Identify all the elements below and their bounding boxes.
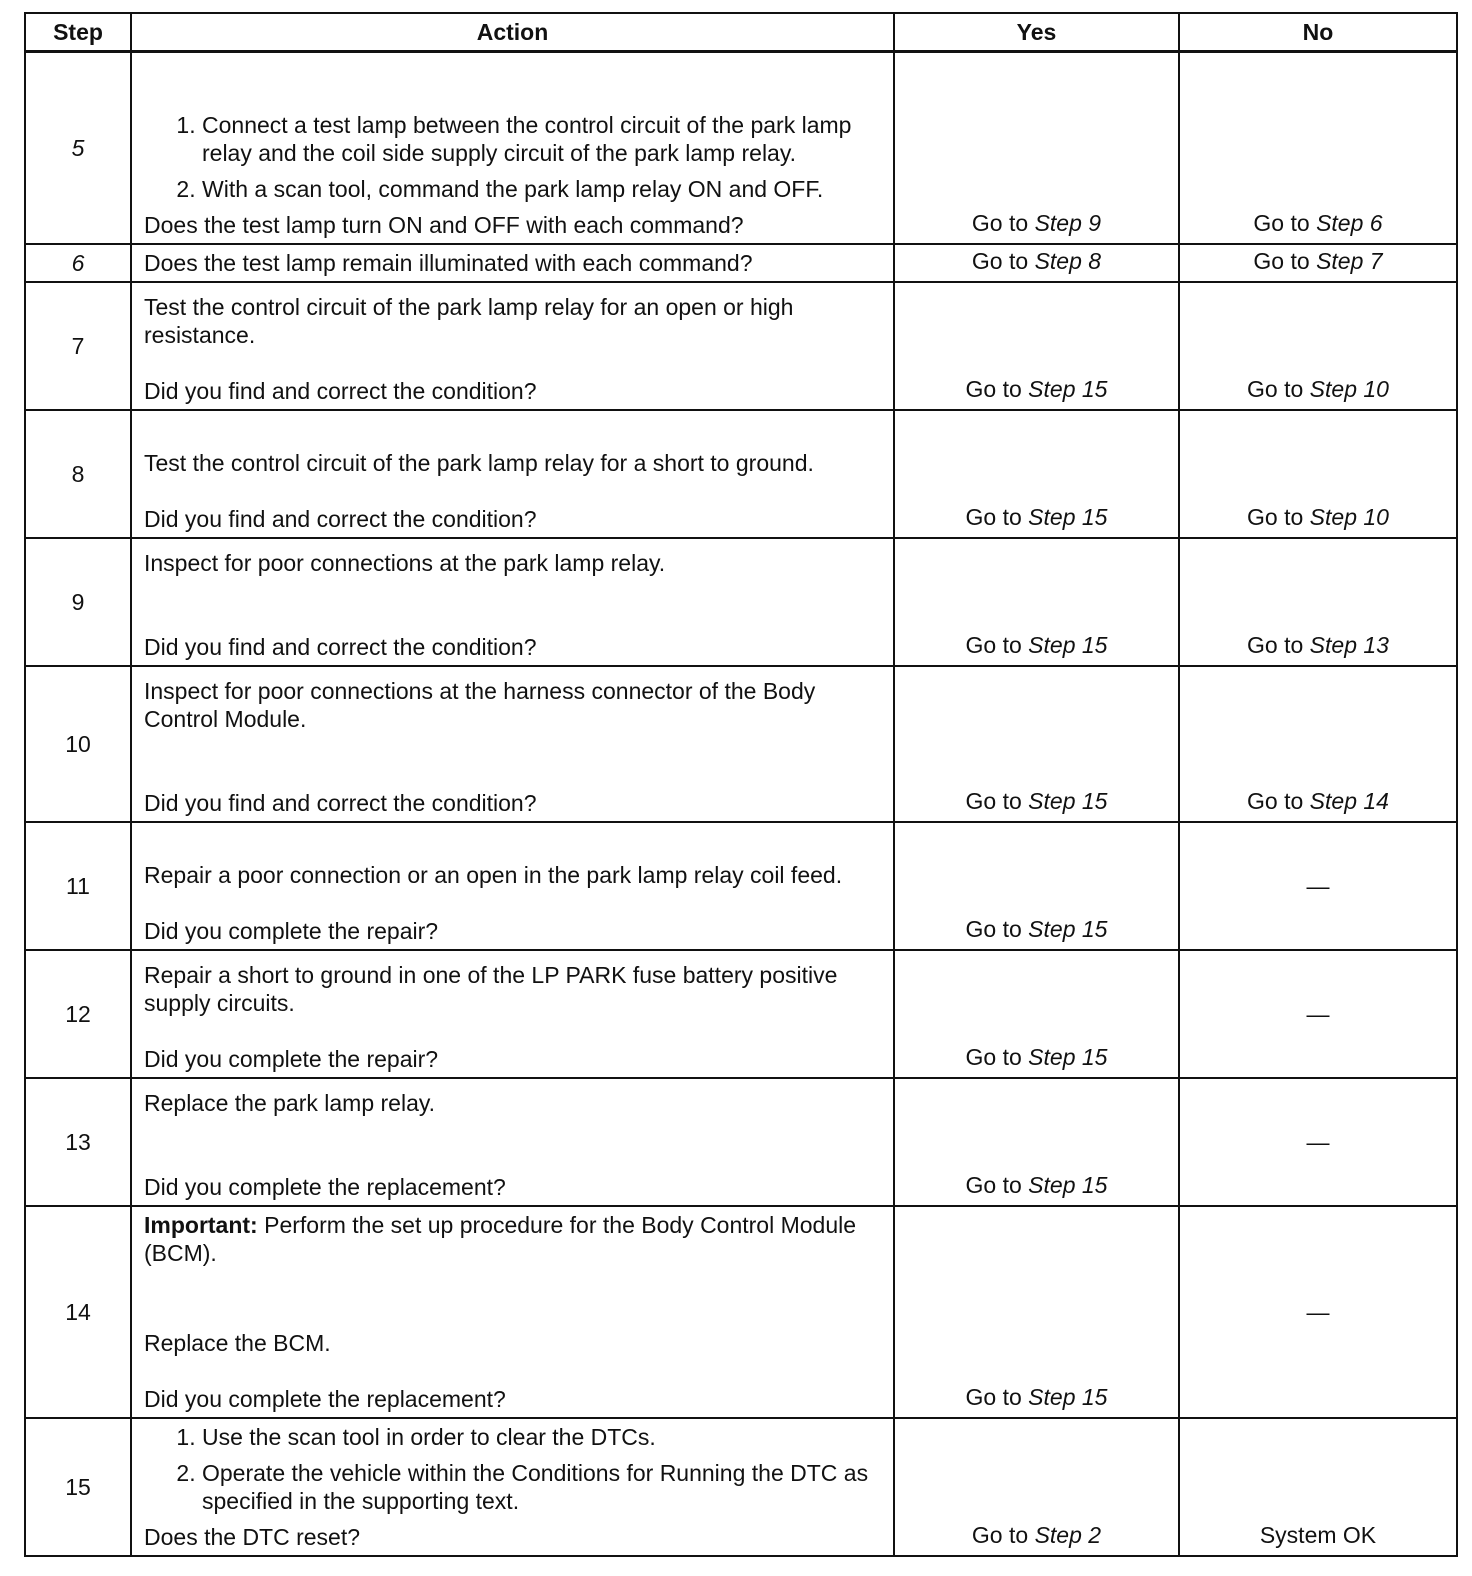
no-cell: — [1179, 1078, 1457, 1206]
header-yes: Yes [894, 13, 1179, 52]
table-row [25, 1206, 1457, 1418]
no-cell [1179, 282, 1457, 410]
step-reference [1310, 504, 1389, 530]
list-item: 2. Operate the vehicle within the Conditions for Running the DTC as specified in the supporting text. [202, 1459, 883, 1515]
step-reference [1028, 788, 1107, 814]
action-question: Did you find and correct the condition? [144, 633, 537, 660]
table-row [25, 1078, 1457, 1206]
header-step: Step [25, 13, 131, 52]
step-target: 15 [1081, 503, 1108, 530]
action-text: Inspect for poor connections at the park lamp relay. [144, 549, 666, 576]
action-question: Does the test lamp remain illuminated with each command? [144, 249, 753, 276]
step-target: 13 [1363, 631, 1389, 658]
action-text: Replace the park lamp relay. [144, 1089, 436, 1116]
step-reference [1310, 788, 1389, 814]
step-number: 5 [25, 52, 131, 244]
action-cell [131, 822, 894, 950]
no-cell [1179, 410, 1457, 538]
yes-cell [894, 822, 1179, 950]
step-reference [1316, 210, 1383, 236]
action-cell [131, 410, 894, 538]
important-text: Perform the set up procedure for the Body Control Module (BCM). [144, 1211, 857, 1266]
table-row [25, 244, 1457, 282]
action-text: Test the control circuit of the park lamp relay for an open or high resistance. [144, 293, 794, 348]
step-word: Step [1028, 1383, 1076, 1410]
goto-label: Go to [971, 209, 1029, 236]
list-item: 2. With a scan tool, command the park lamp relay ON and OFF. [202, 175, 883, 203]
step-target: 15 [1081, 1171, 1108, 1198]
action-question: Did you complete the replacement? [144, 1385, 506, 1412]
goto-label: Go to [1253, 209, 1310, 236]
action-list [144, 111, 883, 203]
step-reference [1035, 210, 1102, 236]
step-reference [1028, 504, 1107, 530]
action-question: Does the DTC reset? [144, 1523, 361, 1550]
step-number: 15 [25, 1418, 131, 1556]
step-reference [1028, 1172, 1107, 1198]
step-target: 10 [1363, 375, 1389, 402]
no-cell [1179, 244, 1457, 282]
goto-label: Go to [965, 1043, 1022, 1070]
goto-label: Go to [965, 915, 1022, 942]
action-question: Did you complete the repair? [144, 1045, 439, 1072]
action-cell [131, 1418, 894, 1556]
step-target: 10 [1363, 503, 1389, 530]
step-reference [1028, 916, 1107, 942]
table-row [25, 282, 1457, 410]
step-target: 15 [1081, 915, 1108, 942]
yes-cell [894, 666, 1179, 822]
action-text: Inspect for poor connections at the harness connector of the Body Control Module. [144, 677, 816, 732]
step-target: 14 [1363, 787, 1389, 814]
step-word: Step [1028, 631, 1076, 658]
table-row [25, 950, 1457, 1078]
important-label: Important: [144, 1211, 258, 1238]
goto-label: Go to [1247, 787, 1304, 814]
no-cell [1179, 666, 1457, 822]
step-word: Step [1316, 209, 1364, 236]
action-question: Did you complete the replacement? [144, 1173, 506, 1200]
step-number: 8 [25, 410, 131, 538]
step-reference [1028, 632, 1107, 658]
action-text: Test the control circuit of the park lamp relay for a short to ground. [144, 449, 814, 476]
step-target: 9 [1088, 209, 1102, 236]
step-word: Step [1034, 209, 1082, 236]
header-row [25, 13, 1457, 52]
step-word: Step [1309, 503, 1357, 530]
action-cell [131, 1206, 894, 1418]
no-cell [1179, 52, 1457, 244]
no-cell: — [1179, 822, 1457, 950]
action-question: Does the test lamp turn ON and OFF with each command? [144, 211, 744, 238]
step-word: Step [1028, 1171, 1076, 1198]
action-text: Repair a short to ground in one of the LP PARK fuse battery positive supply circuits. [144, 961, 838, 1016]
step-word: Step [1034, 1521, 1082, 1548]
step-word: Step [1028, 503, 1076, 530]
step-number: 10 [25, 666, 131, 822]
step-target: 15 [1081, 375, 1108, 402]
table-row [25, 822, 1457, 950]
step-number: 9 [25, 538, 131, 666]
step-number: 6 [25, 244, 131, 282]
step-target: 15 [1081, 1043, 1108, 1070]
goto-label: Go to [965, 375, 1022, 402]
goto-label: Go to [965, 1383, 1022, 1410]
goto-label: Go to [965, 787, 1022, 814]
step-target: 7 [1369, 247, 1383, 274]
step-target: 6 [1369, 209, 1383, 236]
goto-label: Go to [1253, 247, 1310, 274]
step-reference [1310, 376, 1389, 402]
header-action: Action [131, 13, 894, 52]
action-text: Repair a poor connection or an open in the park lamp relay coil feed. [144, 861, 843, 888]
step-word: Step [1028, 375, 1076, 402]
goto-label: Go to [971, 1521, 1029, 1548]
yes-cell [894, 410, 1179, 538]
header-no: No [1179, 13, 1457, 52]
step-target: 15 [1081, 631, 1108, 658]
step-reference [1028, 1384, 1107, 1410]
action-question: Did you find and correct the condition? [144, 377, 537, 404]
step-word: Step [1309, 375, 1357, 402]
step-reference [1310, 632, 1389, 658]
action-cell [131, 52, 894, 244]
step-reference [1028, 376, 1107, 402]
important-note [144, 1211, 883, 1267]
step-target: 8 [1088, 247, 1102, 274]
action-cell [131, 282, 894, 410]
step-reference [1028, 1044, 1107, 1070]
step-number: 11 [25, 822, 131, 950]
yes-cell [894, 538, 1179, 666]
step-reference [1316, 248, 1383, 274]
no-cell: — [1179, 1206, 1457, 1418]
goto-label: Go to [965, 631, 1022, 658]
table-row [25, 666, 1457, 822]
yes-cell [894, 1206, 1179, 1418]
no-cell: System OK [1179, 1418, 1457, 1556]
goto-label: Go to [1247, 503, 1304, 530]
goto-label: Go to [1247, 375, 1304, 402]
action-text: Replace the BCM. [144, 1329, 331, 1356]
action-cell [131, 666, 894, 822]
step-target: 15 [1081, 1383, 1108, 1410]
step-reference [1035, 248, 1102, 274]
step-word: Step [1028, 915, 1076, 942]
step-number: 13 [25, 1078, 131, 1206]
goto-label: Go to [965, 1171, 1022, 1198]
goto-label: Go to [971, 247, 1029, 274]
step-word: Step [1316, 247, 1364, 274]
step-number: 12 [25, 950, 131, 1078]
action-question: Did you find and correct the condition? [144, 505, 537, 532]
step-target: 15 [1081, 787, 1108, 814]
no-cell: — [1179, 950, 1457, 1078]
list-item: 1. Connect a test lamp between the control circuit of the park lamp relay and the coil side supply circuit of the park lamp relay. [202, 111, 883, 167]
yes-cell [894, 950, 1179, 1078]
yes-cell [894, 52, 1179, 244]
action-cell [131, 950, 894, 1078]
table-row [25, 1418, 1457, 1556]
action-cell [131, 1078, 894, 1206]
goto-label: Go to [1247, 631, 1304, 658]
action-list [144, 1423, 883, 1515]
table-row [25, 538, 1457, 666]
yes-cell [894, 244, 1179, 282]
yes-cell [894, 282, 1179, 410]
list-item: 1. Use the scan tool in order to clear the DTCs. [202, 1423, 883, 1451]
step-number: 14 [25, 1206, 131, 1418]
goto-label: Go to [965, 503, 1022, 530]
table-row [25, 52, 1457, 244]
no-cell [1179, 538, 1457, 666]
step-word: Step [1034, 247, 1082, 274]
diagnostic-table [24, 12, 1458, 1557]
step-number: 7 [25, 282, 131, 410]
action-cell [131, 244, 894, 282]
step-word: Step [1028, 787, 1076, 814]
action-question: Did you complete the repair? [144, 917, 439, 944]
action-cell [131, 538, 894, 666]
step-word: Step [1028, 1043, 1076, 1070]
table-row [25, 410, 1457, 538]
step-word: Step [1309, 631, 1357, 658]
step-word: Step [1309, 787, 1357, 814]
step-reference [1035, 1522, 1102, 1548]
step-target: 2 [1088, 1521, 1102, 1548]
yes-cell [894, 1418, 1179, 1556]
yes-cell [894, 1078, 1179, 1206]
action-question: Did you find and correct the condition? [144, 789, 537, 816]
